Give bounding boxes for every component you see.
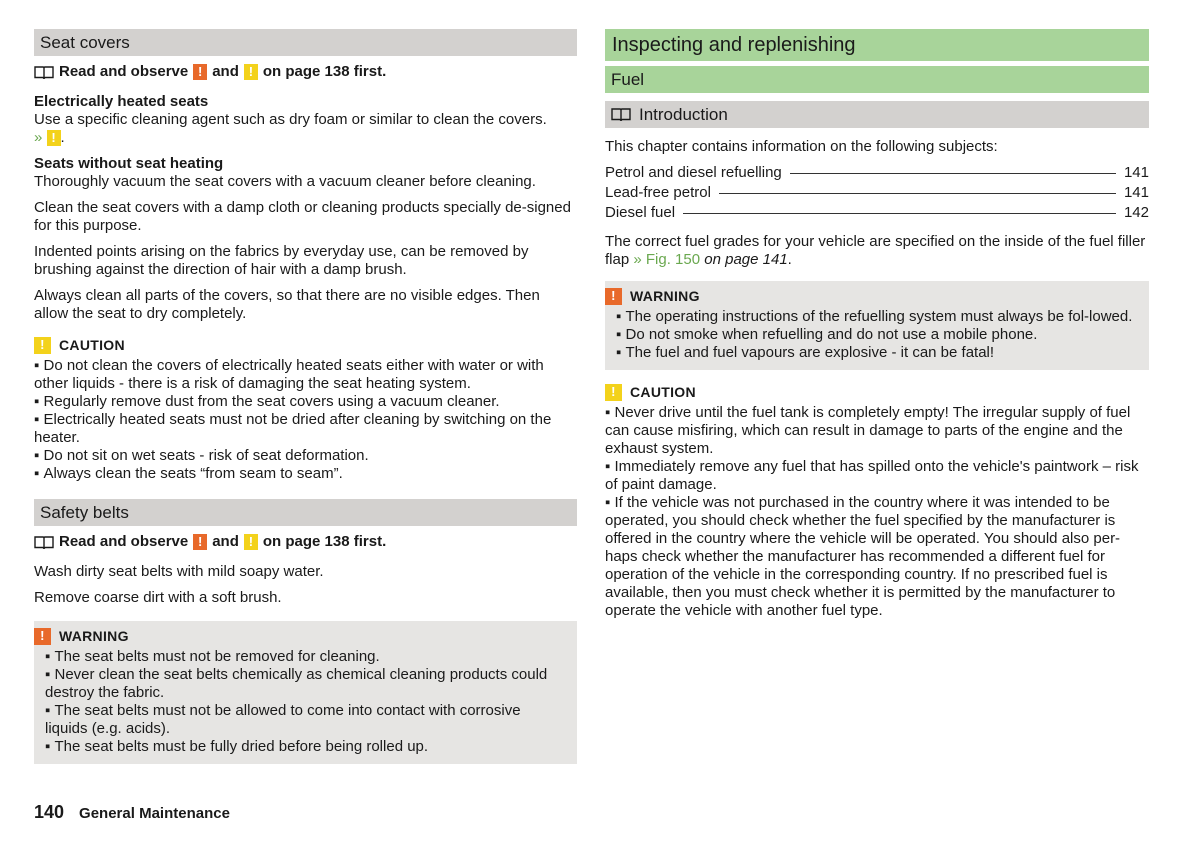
toc-leader xyxy=(719,193,1116,194)
caution-icon: ! xyxy=(244,64,258,80)
book-icon xyxy=(34,65,54,80)
page-reference: on page 141 xyxy=(704,251,788,268)
warning-item: ▪ The fuel and fuel vapours are explosive - it can be fatal! xyxy=(616,344,1138,362)
caution-item: ▪ Immediately remove any fuel that has spilled onto the vehicle's paintwork – risk of paint damage. xyxy=(605,458,1149,494)
warning-icon: ! xyxy=(605,288,622,305)
warning-item: ▪ Never clean the seat belts chemically as chemical cleaning products could destroy the fabric. xyxy=(45,666,566,702)
section-heading-safety-belts: Safety belts xyxy=(34,499,577,526)
paragraph-clean-all-parts: Always clean all parts of the covers, so that there are no visible edges. Then allow the seat to dry completely. xyxy=(34,287,540,322)
caution-item: ▪ Do not sit on wet seats - risk of seat deformation. xyxy=(34,447,577,465)
toc-label: Diesel fuel xyxy=(605,204,676,221)
introduction-label: Introduction xyxy=(639,105,728,124)
caution-box-fuel xyxy=(605,383,1149,620)
warning-icon: ! xyxy=(193,64,207,80)
subsection-heading-introduction xyxy=(605,101,1149,128)
warning-item: ▪ The operating instructions of the refuelling system must always be fol-lowed. xyxy=(616,308,1138,326)
warning-icon: ! xyxy=(193,534,207,550)
read-pre-text: Read and observe xyxy=(59,63,189,80)
caution-item: ▪ Regularly remove dust from the seat covers using a vacuum cleaner. xyxy=(34,393,577,411)
book-icon xyxy=(34,535,54,550)
reference-end: . xyxy=(60,129,65,146)
book-icon xyxy=(611,107,631,122)
warning-icon: ! xyxy=(34,628,51,645)
page-number: 140 xyxy=(34,802,65,822)
paragraph-coarse-dirt: Remove coarse dirt with a soft brush. xyxy=(34,589,282,606)
read-and-text: and xyxy=(212,533,239,550)
caution-item: ▪ Never drive until the fuel tank is completely empty! The irregular supply of fuel can cause misfiring, which can result in damage to parts of the engine and the exhaust system. xyxy=(605,404,1149,458)
caution-icon: ! xyxy=(47,130,61,146)
chapter-heading: Inspecting and replenishing xyxy=(605,29,1149,61)
caution-header xyxy=(34,336,577,354)
toc-row[interactable] xyxy=(605,183,1149,203)
fuel-grades-text xyxy=(605,233,1149,269)
paragraph-indented-points: Indented points arising on the fabrics by everyday use, can be removed by brushing against the direction of hair with a damp brush. xyxy=(34,243,529,278)
warning-label: WARNING xyxy=(59,628,129,644)
no-heating-title: Seats without seat heating xyxy=(34,155,224,172)
toc-page: 141 xyxy=(1123,164,1149,181)
read-pre-text: Read and observe xyxy=(59,533,189,550)
caution-icon: ! xyxy=(34,337,51,354)
section-name: General Maintenance xyxy=(79,805,230,822)
caution-icon: ! xyxy=(244,534,258,550)
toc-label: Petrol and diesel refuelling xyxy=(605,164,782,181)
fuel-grades-body: The correct fuel grades for your vehicle are specified on the inside of the fuel filler flap xyxy=(605,233,1146,268)
reference-arrow-link[interactable]: » xyxy=(34,129,43,146)
read-post-text: on page 138 first. xyxy=(262,533,387,550)
warning-list xyxy=(616,308,1138,362)
no-heating-text: Thoroughly vacuum the seat covers with a vacuum cleaner before cleaning. xyxy=(34,173,536,190)
warning-item: ▪ The seat belts must be fully dried before being rolled up. xyxy=(45,738,566,756)
toc-page: 142 xyxy=(1123,204,1149,221)
left-column xyxy=(34,29,577,764)
warning-label: WARNING xyxy=(630,288,700,304)
caution-icon: ! xyxy=(605,384,622,401)
read-and-text: and xyxy=(212,63,239,80)
caution-item: ▪ Electrically heated seats must not be dried after cleaning by switching on the heater. xyxy=(34,411,577,447)
warning-box-fuel xyxy=(605,281,1149,370)
toc-label: Lead-free petrol xyxy=(605,184,711,201)
caution-list xyxy=(34,357,577,483)
heated-seats-text: Use a specific cleaning agent such as dry foam or similar to clean the covers. xyxy=(34,111,547,128)
fuel-grades-end: . xyxy=(787,251,792,268)
section-heading-fuel: Fuel xyxy=(605,66,1149,93)
warning-item: ▪ Do not smoke when refuelling and do not use a mobile phone. xyxy=(616,326,1138,344)
page-footer xyxy=(34,802,230,823)
caution-box-seat-covers xyxy=(34,336,577,483)
warning-list xyxy=(45,648,566,756)
warning-item: ▪ The seat belts must not be allowed to come into contact with corrosive liquids (e.g. acids). xyxy=(45,702,566,738)
toc-page: 141 xyxy=(1123,184,1149,201)
toc-row[interactable] xyxy=(605,203,1149,223)
paragraph-wash-belts: Wash dirty seat belts with mild soapy water. xyxy=(34,563,324,580)
caution-label: CAUTION xyxy=(59,337,125,353)
toc-row[interactable] xyxy=(605,163,1149,183)
section-heading-seat-covers: Seat covers xyxy=(34,29,577,56)
table-of-contents xyxy=(605,163,1149,223)
warning-header xyxy=(605,287,1138,305)
read-post-text: on page 138 first. xyxy=(262,63,387,80)
paragraph-damp-cloth: Clean the seat covers with a damp cloth or cleaning products specially de-signed for this purpose. xyxy=(34,199,571,234)
read-and-observe-line xyxy=(34,63,577,81)
toc-leader xyxy=(683,213,1116,214)
figure-reference-link[interactable]: » Fig. 150 xyxy=(633,251,701,268)
warning-item: ▪ The seat belts must not be removed for cleaning. xyxy=(45,648,566,666)
warning-box-safety-belts xyxy=(34,621,577,764)
caution-item: ▪ Always clean the seats “from seam to seam”. xyxy=(34,465,577,483)
intro-text: This chapter contains information on the following subjects: xyxy=(605,138,998,155)
toc-leader xyxy=(790,173,1116,174)
read-and-observe-line xyxy=(34,533,577,551)
caution-list xyxy=(605,404,1149,620)
right-column xyxy=(605,29,1149,620)
caution-item: ▪ Do not clean the covers of electrically heated seats either with water or with other liquids - there is a risk of damaging the seat heating system. xyxy=(34,357,577,393)
warning-header xyxy=(34,627,566,645)
caution-header xyxy=(605,383,1149,401)
caution-label: CAUTION xyxy=(630,384,696,400)
heated-seats-reference xyxy=(34,129,577,147)
caution-item: ▪ If the vehicle was not purchased in the country where it was intended to be operated, you should check whether the fuel specified by the manufacturer is offered in the country where the vehicle will be operated. You should also per-haps check whether the manufacturer has recommended a different fuel for operation of the vehicle in the corresponding country. If no prescribed fuel is available, then you must check whether it is permitted by the manufacturer to operate the vehicle with another fuel type. xyxy=(605,494,1149,620)
heated-seats-title: Electrically heated seats xyxy=(34,93,209,110)
